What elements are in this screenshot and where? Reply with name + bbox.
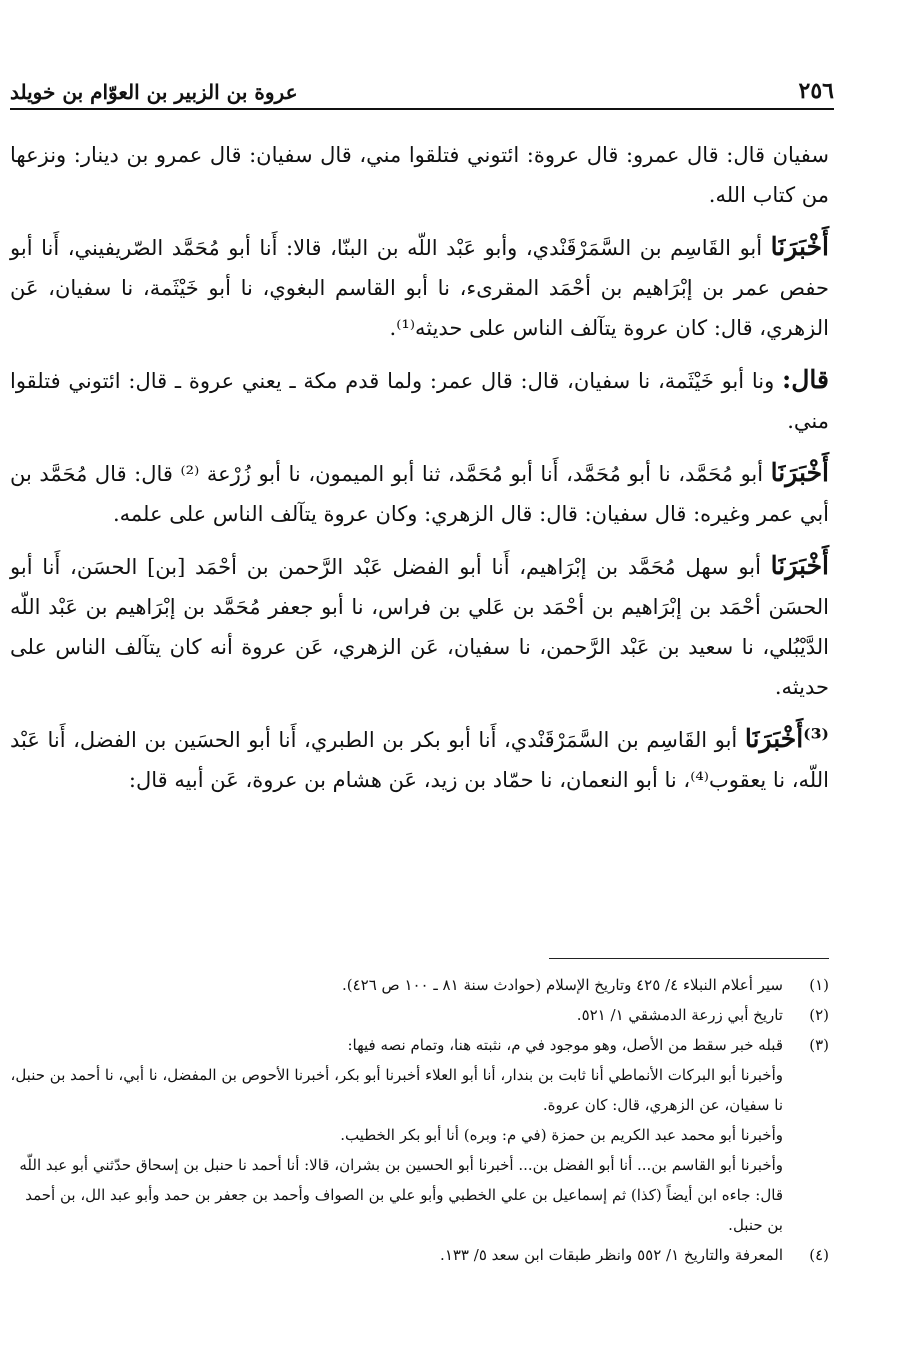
paragraph-text: ونا أبو خَيْثَمة، نا سفيان، قال: قال عمر: ولما قدم مكة ـ يعني عروة ـ قال: ائتوني فتلقوا مني. (10, 369, 829, 433)
paragraph-lead: قال: (782, 365, 829, 394)
footnote-line: سير أعلام النبلاء ٤/ ٤٢٥ وتاريخ الإسلام (حوادث سنة ٨١ ـ ١٠٠ ص ٤٢٦). (341, 976, 783, 994)
footnote (10, 1000, 829, 1030)
footnote-number: (٤) (809, 1246, 829, 1264)
footnote-number: (٣) (809, 1036, 829, 1054)
paragraph-text: أبو القَاسِم بن السَّمَرْقَنْدي، أَنا أبو بكر بن الطبري، أَنا أبو الحسَين بن الفضل، أَنا عَبْد اللّه، نا يعقوب⁽⁴⁾، نا أبو النعمان، نا حمّاد بن زيد، عَن هشام بن عروة، عَن أبيه قال: (10, 728, 829, 792)
page-number: ٢٥٦ (798, 78, 834, 104)
paragraph (10, 134, 829, 215)
paragraph-text: سفيان قال: قال عمرو: قال عروة: ائتوني فتلقوا مني، قال سفيان: قال عمرو بن دينار: ونزعها من كتاب الله. (10, 143, 829, 207)
paragraph-text: أبو القَاسِم بن السَّمَرْقَنْدي، وأبو عَبْد اللّه بن البنّا، قالا: أَنا أبو مُحَمَّد الصّريفيني، أَنا أبو حفص عمر بن إبْرَاهيم بن أحْمَد المقرىء، نا أبو القاسم البغوي، نا أبو خَيْثَمة، نا سفيان، عَن الزهري، قال: كان عروة يتآلف الناس على حديثه⁽¹⁾. (10, 236, 829, 340)
footnote-text (10, 1000, 783, 1030)
paragraph (10, 719, 829, 800)
footnote-line: وأخبرنا أبو محمد عبد الكريم بن حمزة (في م: وبره) أنا أبو بكر الخطيب. (340, 1126, 783, 1144)
paragraph (10, 227, 829, 348)
footnote (10, 970, 829, 1000)
footnote-text (10, 1030, 783, 1240)
footnote (10, 1240, 829, 1270)
footnote-text (10, 970, 783, 1000)
paragraph-lead: أَخْبَرَنَا (770, 458, 829, 487)
paragraph (10, 453, 829, 534)
paragraph-text: أبو سهل مُحَمَّد بن إبْرَاهيم، أَنا أبو الفضل عَبْد الرَّحمن بن أحْمَد [بن] الحسَن، أَنا أبو الحسَن أحْمَد بن إبْرَاهيم بن أحْمَد بن عَلي بن فراس، نا أبو جعفر مُحَمَّد بن إبْرَاهيم بن عَبْد اللّه الدَّيْبُلي، نا سعيد بن عَبْد الرَّحمن، نا سفيان، عَن الزهري، عَن عروة أنه كان يتآلف الناس على حديثه. (10, 555, 829, 699)
paragraph-lead: أَخْبَرَنَا (770, 232, 829, 261)
footnote-separator (549, 958, 829, 959)
footnote-number: (٢) (809, 1006, 829, 1024)
paragraph (10, 360, 829, 441)
footnote-line: المعرفة والتاريخ ١/ ٥٥٢ وانظر طبقات ابن سعد ٥/ ١٣٣. (440, 1246, 783, 1264)
main-text (10, 134, 829, 812)
paragraph (10, 546, 829, 707)
footnote-line: وأخبرنا أبو البركات الأنماطي أنا ثابت بن بندار، أنا أبو العلاء أخبرنا أبو بكر، أخبرنا الأحوص بن المفضل، نا أبي، نا أحمد بن حنبل، نا سفيان، عن الزهري، قال: كان عروة. (10, 1066, 783, 1114)
footnote-text (10, 1240, 783, 1270)
footnote-line: قبله خبر سقط من الأصل، وهو موجود في م، نثبته هنا، وتمام نصه فيها: (347, 1036, 783, 1054)
paragraph-lead: أَخْبَرَنَا (770, 551, 829, 580)
footnote (10, 1030, 829, 1240)
footnotes (10, 970, 829, 1270)
footnote-line: تاريخ أبي زرعة الدمشقي ١/ ٥٢١. (576, 1006, 783, 1024)
running-header (10, 70, 834, 110)
footnote-number: (١) (809, 976, 829, 994)
paragraph-lead: ⁽³⁾أَخْبَرَنَا (744, 724, 829, 753)
paragraph-text: أبو مُحَمَّد، نا أبو مُحَمَّد، أَنا أبو مُحَمَّد، ثنا أبو الميمون، نا أبو زُرْعة ⁽²⁾ قال: قال مُحَمَّد بن أبي عمر وغيره: قال سفيان: قال: قال الزهري: وكان عروة يتآلف الناس على علمه. (10, 462, 829, 526)
footnote-line: وأخبرنا أبو القاسم بن... أنا أبو الفضل بن... أخبرنا أبو الحسين بن بشران، قالا: أنا أحمد نا حنبل بن إسحاق حدّثني أبو عبد اللّه قال: جاءه ابن أيضاً (كذا) ثم إسماعيل بن علي الخطبي وأبو علي بن الصواف وأحمد بن جعفر بن حمد وأبو عبد الل، بن أحمد بن حنبل. (19, 1156, 783, 1234)
header-title: عروة بن الزبير بن العوّام بن خويلد (10, 80, 298, 104)
